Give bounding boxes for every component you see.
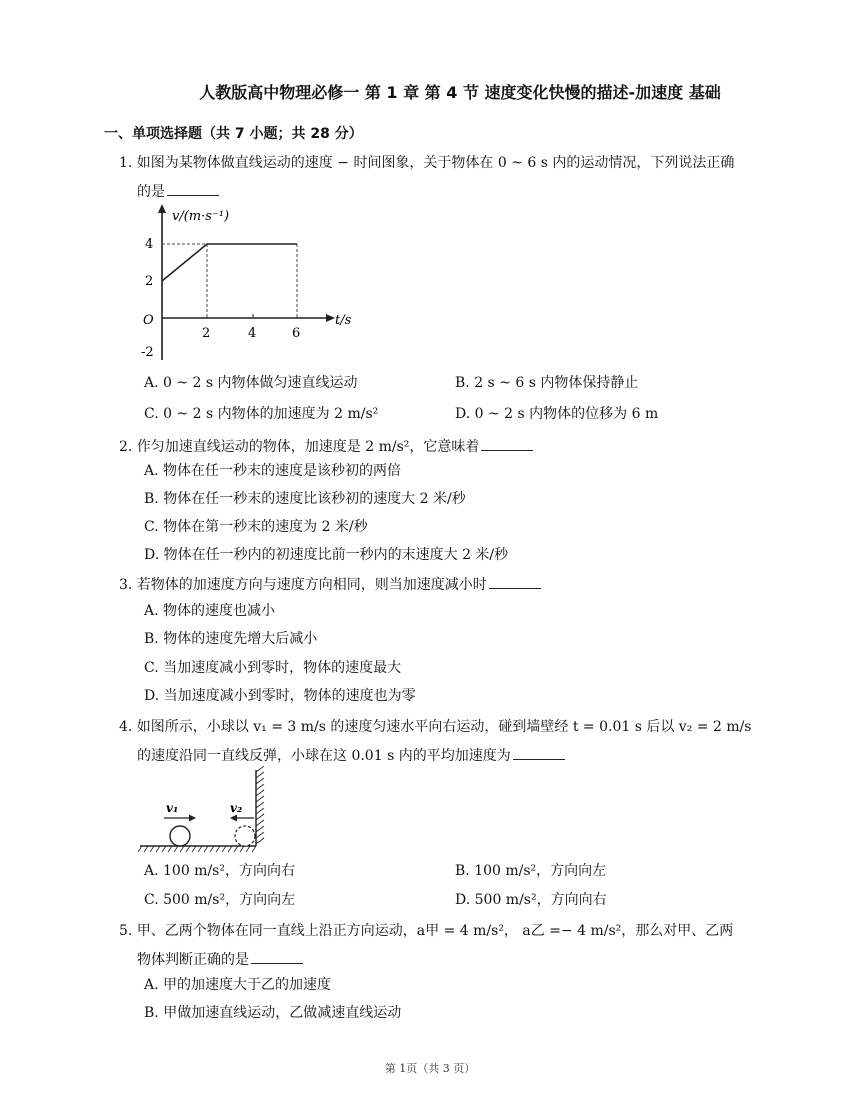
velocity-line	[162, 244, 297, 281]
q5-option-a[interactable]: A. 甲的加速度大于乙的加速度	[144, 977, 332, 993]
q3-option-c[interactable]: C. 当加速度减小到零时，物体的速度最大	[144, 660, 402, 676]
answer-blank[interactable]	[251, 949, 303, 964]
answer-blank[interactable]	[167, 181, 219, 196]
question-5-stem-line1: 5. 甲、乙两个物体在同一直线上沿正方向运动，a甲 = 4 m/s²， a乙 =− 4 m/s²，那么对甲、乙两	[119, 923, 734, 939]
x-tick-6: 6	[292, 326, 301, 341]
v2-label: v₂	[230, 801, 243, 815]
q4-option-d[interactable]: D. 500 m/s²，方向向右	[455, 892, 607, 908]
ball-solid	[170, 826, 190, 846]
origin-label: O	[143, 313, 154, 328]
answer-blank[interactable]	[481, 436, 533, 451]
page-footer: 第 1页（共 3 页）	[384, 1062, 476, 1075]
answer-blank[interactable]	[489, 574, 541, 589]
q2-option-d[interactable]: D. 物体在任一秒内的初速度比前一秒内的末速度大 2 米/秒	[144, 547, 509, 563]
answer-blank[interactable]	[513, 745, 565, 760]
q3-option-d[interactable]: D. 当加速度减小到零时，物体的速度也为零	[144, 688, 416, 704]
q2-option-c[interactable]: C. 物体在第一秒末的速度为 2 米/秒	[144, 519, 368, 535]
q1-option-a[interactable]: A. 0 ~ 2 s 内物体做匀速直线运动	[144, 375, 358, 391]
y-tick-2: 2	[145, 274, 154, 289]
question-4-stem-line2: 的速度沿同一直线反弹，小球在这 0.01 s 内的平均加速度为	[137, 745, 565, 765]
q4-option-c[interactable]: C. 500 m/s²，方向向左	[144, 892, 296, 908]
q2-option-b[interactable]: B. 物体在任一秒末的速度比该秒初的速度大 2 米/秒	[144, 491, 466, 507]
velocity-time-graph	[135, 200, 365, 365]
x-axis-label: t/s	[335, 313, 352, 328]
question-4-stem-line1: 4. 如图所示，小球以 v₁ = 3 m/s 的速度匀速水平向右运动，碰到墙壁经 t = 0.01 s 后以 v₂ = 2 m/s	[119, 719, 752, 735]
q1-option-b[interactable]: B. 2 s ~ 6 s 内物体保持静止	[455, 375, 639, 391]
ball-wall-figure	[138, 766, 278, 858]
x-tick-4: 4	[248, 326, 257, 341]
y-axis-label: v/(m·s⁻¹)	[172, 209, 230, 224]
v2-arrowhead	[230, 815, 237, 822]
y-tick-4: 4	[145, 237, 154, 252]
v1-arrowhead	[189, 815, 196, 822]
q3-option-a[interactable]: A. 物体的速度也减小	[144, 603, 276, 619]
question-5-stem-line2: 物体判断正确的是	[137, 949, 303, 969]
ground-hatching	[138, 846, 256, 852]
question-3-stem: 3. 若物体的加速度方向与速度方向相同，则当加速度减小时	[119, 574, 541, 594]
question-1-stem-line1: 1. 如图为某物体做直线运动的速度 − 时间图象，关于物体在 0 ~ 6 s 内的运动情况，下列说法正确	[119, 155, 735, 171]
q4-option-a[interactable]: A. 100 m/s²，方向向右	[144, 863, 295, 879]
x-axis-arrow	[326, 314, 335, 322]
q2-option-a[interactable]: A. 物体在任一秒末的速度是该秒初的两倍	[144, 463, 402, 479]
wall-hatching	[256, 766, 264, 844]
y-axis-arrow	[158, 204, 166, 213]
y-tick-neg2: -2	[141, 345, 154, 360]
q5-option-b[interactable]: B. 甲做加速直线运动，乙做减速直线运动	[144, 1005, 402, 1021]
document-title: 人教版高中物理必修一 第 1 章 第 4 节 速度变化快慢的描述-加速度 基础	[199, 83, 721, 102]
q1-option-d[interactable]: D. 0 ~ 2 s 内物体的位移为 6 m	[455, 406, 659, 422]
v1-label: v₁	[166, 801, 179, 815]
question-2-stem: 2. 作匀加速直线运动的物体，加速度是 2 m/s²，它意味着	[119, 436, 533, 456]
q1-option-c[interactable]: C. 0 ~ 2 s 内物体的加速度为 2 m/s²	[144, 406, 379, 422]
ball-dashed	[235, 826, 255, 846]
q3-option-b[interactable]: B. 物体的速度先增大后减小	[144, 631, 318, 647]
q4-option-b[interactable]: B. 100 m/s²，方向向左	[455, 863, 607, 879]
question-1-stem-line2: 的是	[137, 181, 219, 201]
section-heading: 一、单项选择题（共 7 小题；共 28 分）	[104, 126, 363, 142]
x-tick-2: 2	[202, 326, 211, 341]
